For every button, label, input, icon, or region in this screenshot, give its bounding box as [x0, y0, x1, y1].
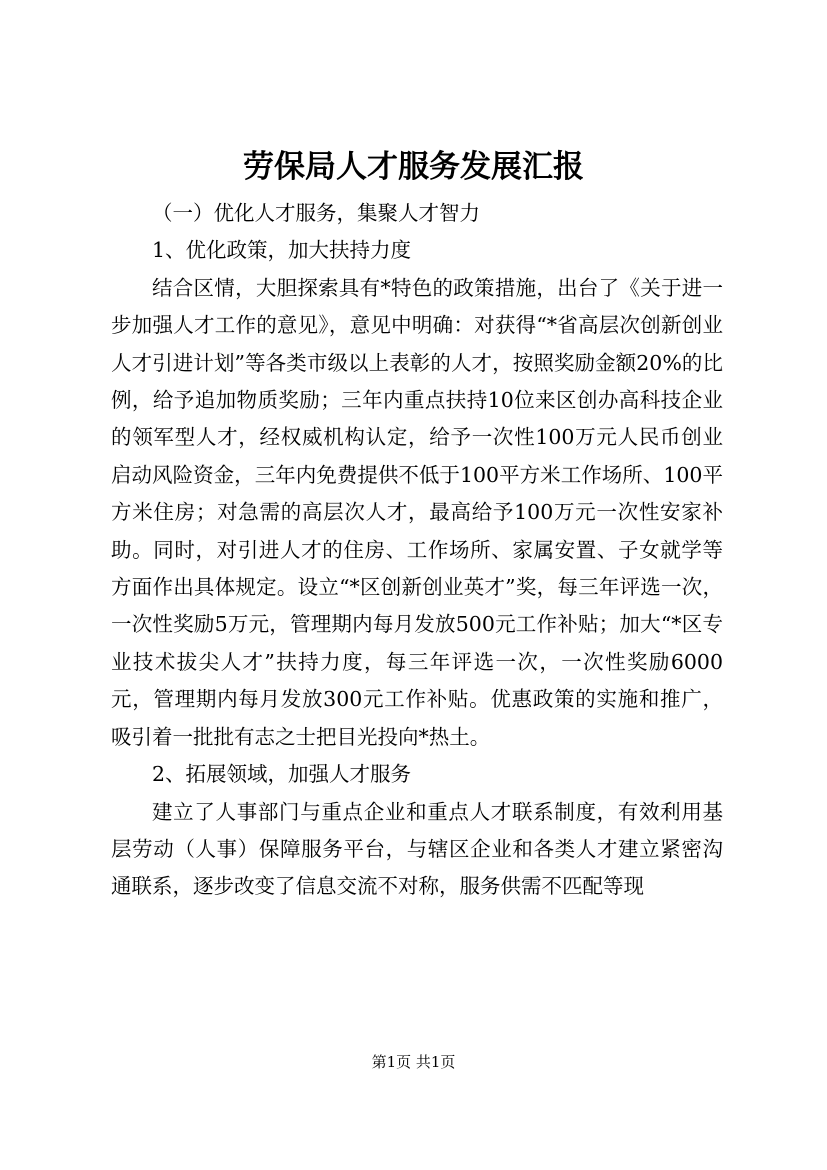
- subheading-service: 2、拓展领域，加强人才服务: [152, 762, 412, 787]
- document-title: 劳保局人才服务发展汇报: [243, 149, 584, 185]
- page-footer: 第1页 共1页: [371, 1053, 456, 1071]
- subheading-policy: 1、优化政策，加大扶持力度: [152, 238, 412, 263]
- document-body: [111, 195, 723, 906]
- section-heading: （一）优化人才服务，集聚人才智力: [152, 201, 480, 225]
- paragraph-service: 建立了人事部门与重点企业和重点人才联系制度，有效利用基层劳动（人事）保障服务平台，与辖区企业和各类人才建立紧密沟通联系，逐步改变了信息交流不对称，服务供需不匹配等现: [111, 799, 723, 899]
- paragraph-policy: 结合区情，大胆探索具有*特色的政策措施，出台了《关于进一步加强人才工作的意见》，意见中明确：对获得“*省高层次创新创业人才引进计划”等各类市级以上表彰的人才，按照奖励金额20%的比例，给予追加物质奖励；三年内重点扶持10位来区创办高科技企业的领军型人才，经权威机构认定，给予一次性100万元人民币创业启动风险资金，三年内免费提供不低于100平方米工作场所、100平方米住房；对急需的高层次人才，最高给予100万元一次性安家补助。同时，对引进人才的住房、工作场所、家属安置、子女就学等方面作出具体规定。设立“*区创新创业英才”奖，每三年评选一次，一次性奖励5万元，管理期内每月发放500元工作补贴；加大“*区专业技术拔尖人才”扶持力度，每三年评选一次，一次性奖励6000元，管理期内每月发放300元工作补贴。优惠政策的实施和推广，吸引着一批批有志之士把目光投向*热土。: [111, 275, 723, 749]
